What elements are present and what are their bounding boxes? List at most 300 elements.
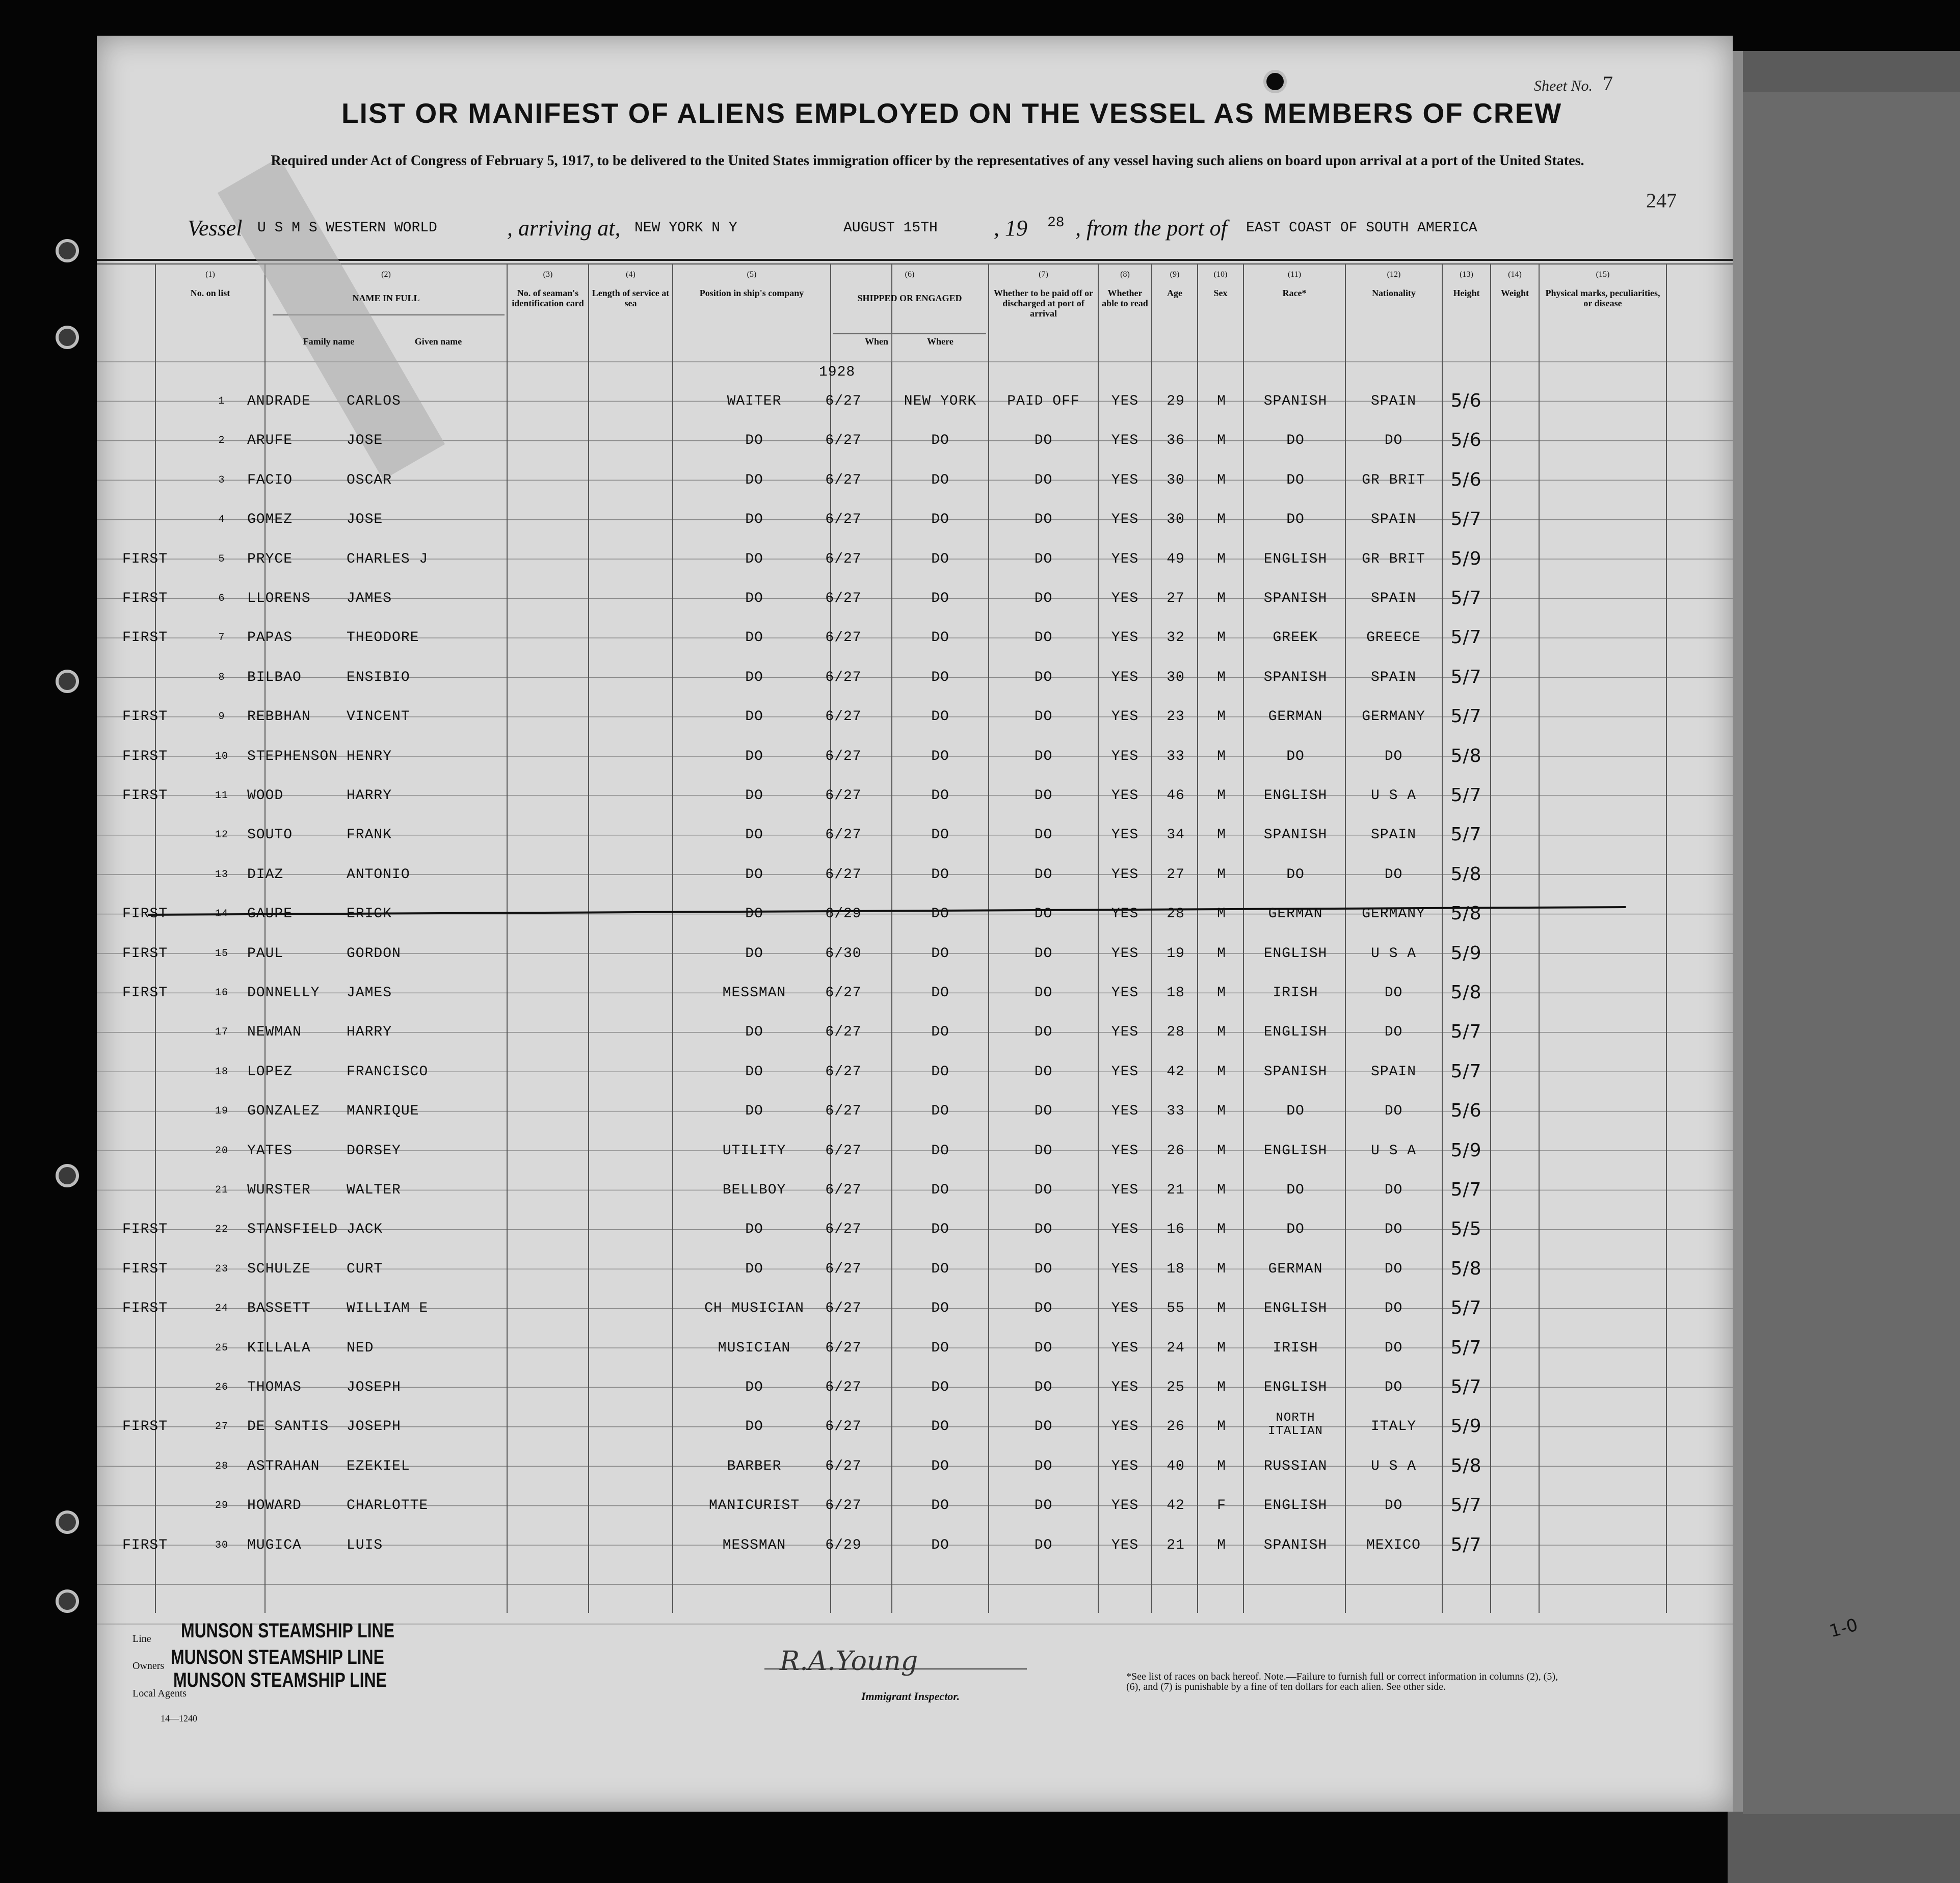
- cell-race: DO: [1286, 512, 1305, 528]
- cell-given: JACK: [347, 1222, 383, 1238]
- cell-no: 21: [215, 1184, 228, 1196]
- cell-sex: M: [1217, 985, 1226, 1001]
- cell-no: 8: [218, 671, 225, 683]
- cell-no: 26: [215, 1382, 228, 1393]
- cell-race: ENGLISH: [1263, 1143, 1328, 1159]
- cell-family: SOUTO: [247, 827, 293, 843]
- cell-paid: DO: [1034, 906, 1053, 922]
- cell-read: YES: [1111, 748, 1139, 764]
- cell-height: 5/7: [1450, 509, 1482, 530]
- cell-family: LOPEZ: [247, 1064, 293, 1080]
- cell-race: ENGLISH: [1263, 945, 1328, 962]
- column-header-c14: Weight: [1500, 288, 1529, 298]
- cell-mark: FIRST: [122, 551, 168, 567]
- cell-read: YES: [1111, 472, 1139, 488]
- column-header-c10: Sex: [1213, 288, 1228, 298]
- cell-age: 16: [1167, 1222, 1185, 1238]
- cell-read: YES: [1111, 1143, 1139, 1159]
- column-header-c13: Height: [1453, 288, 1480, 298]
- cell-family: PAPAS: [247, 630, 293, 646]
- cell-family: GONZALEZ: [247, 1103, 320, 1120]
- cell-age: 49: [1167, 551, 1185, 567]
- cell-when: 6/27: [825, 1103, 862, 1120]
- cell-nationality: DO: [1384, 433, 1403, 449]
- cell-when: 6/27: [825, 1301, 862, 1317]
- cell-nationality: DO: [1384, 866, 1403, 883]
- cell-given: FRANCISCO: [347, 1064, 429, 1080]
- year-prefix: , 19: [994, 216, 1027, 241]
- cell-read: YES: [1111, 945, 1139, 962]
- cell-position: MANICURIST: [708, 1498, 800, 1514]
- cell-family: REBBHAN: [247, 709, 311, 725]
- cell-sex: M: [1217, 472, 1226, 488]
- cell-height: 5/6: [1450, 430, 1482, 451]
- cell-age: 36: [1167, 433, 1185, 449]
- cell-when: 6/27: [825, 1340, 862, 1356]
- cell-when: 6/27: [825, 1222, 862, 1238]
- cell-family: MUGICA: [247, 1537, 302, 1553]
- cell-read: YES: [1111, 709, 1139, 725]
- cell-sex: M: [1217, 669, 1226, 685]
- cell-position: DO: [745, 551, 763, 567]
- cell-height: 5/9: [1450, 548, 1482, 569]
- cell-paid: DO: [1034, 1458, 1053, 1474]
- column-number: (8): [1120, 270, 1130, 279]
- cell-height: 5/7: [1450, 1376, 1482, 1397]
- cell-when: 6/30: [825, 945, 862, 962]
- cell-nationality: SPAIN: [1370, 591, 1416, 606]
- cell-read: YES: [1111, 1222, 1139, 1238]
- cell-race: ENGLISH: [1263, 1301, 1328, 1317]
- cell-read: YES: [1111, 393, 1139, 409]
- cell-given: JAMES: [347, 985, 392, 1001]
- cell-position: DO: [745, 788, 763, 804]
- sheet-number-label: Sheet No.: [1534, 77, 1593, 94]
- cell-no: 7: [218, 632, 225, 644]
- cell-race: DO: [1286, 866, 1305, 883]
- cell-where: DO: [931, 669, 949, 685]
- cell-family: WOOD: [247, 788, 284, 804]
- cell-where: DO: [931, 472, 949, 488]
- cell-position: DO: [745, 1103, 763, 1120]
- cell-race: GERMAN: [1268, 1261, 1323, 1277]
- cell-no: 27: [215, 1421, 228, 1433]
- cell-when: 6/27: [825, 1261, 862, 1277]
- cell-race: ENGLISH: [1263, 1380, 1328, 1395]
- column-number: (1): [205, 270, 215, 279]
- from-port-label: , from the port of: [1075, 216, 1227, 241]
- cell-sex: M: [1217, 1103, 1226, 1120]
- cell-nationality: SPAIN: [1370, 512, 1416, 528]
- cell-family: SCHULZE: [247, 1261, 311, 1277]
- cell-sex: M: [1217, 1419, 1226, 1435]
- year-note: 1928: [819, 364, 856, 380]
- cell-read: YES: [1111, 866, 1139, 883]
- cell-height: 5/8: [1450, 903, 1482, 924]
- cell-mark: FIRST: [122, 985, 168, 1001]
- cell-given: ANTONIO: [347, 866, 410, 883]
- binder-hole: [59, 1593, 76, 1610]
- cell-nationality: GR BRIT: [1362, 551, 1425, 567]
- cell-nationality: MEXICO: [1366, 1537, 1421, 1553]
- cell-when: 6/27: [825, 709, 862, 725]
- cell-sex: M: [1217, 630, 1226, 646]
- cell-race: DO: [1286, 472, 1305, 488]
- cell-sex: M: [1217, 945, 1226, 962]
- cell-given: CHARLES J: [347, 551, 429, 567]
- cell-mark: FIRST: [122, 945, 168, 962]
- cell-family: ANDRADE: [247, 393, 311, 409]
- manifest-sheet: [97, 36, 1733, 1812]
- cell-height: 5/7: [1450, 1297, 1482, 1319]
- cell-mark: FIRST: [122, 591, 168, 606]
- cell-when: 6/27: [825, 1024, 862, 1041]
- cell-read: YES: [1111, 1301, 1139, 1317]
- cell-sex: M: [1217, 1380, 1226, 1395]
- cell-where: DO: [931, 1419, 949, 1435]
- column-header-c12: Nationality: [1371, 288, 1416, 298]
- cell-where: DO: [931, 827, 949, 843]
- cell-paid: DO: [1034, 433, 1053, 449]
- cell-age: 55: [1167, 1301, 1185, 1317]
- column-number: (14): [1508, 270, 1522, 279]
- cell-given: VINCENT: [347, 709, 410, 725]
- cell-given: WALTER: [347, 1182, 401, 1198]
- cell-position: DO: [745, 433, 763, 449]
- owners-stamp: MUNSON STEAMSHIP LINE: [171, 1646, 384, 1668]
- cell-mark: FIRST: [122, 630, 168, 646]
- binder-hole: [59, 1167, 76, 1184]
- cell-age: 26: [1167, 1143, 1185, 1159]
- cell-sex: M: [1217, 906, 1226, 922]
- cell-read: YES: [1111, 433, 1139, 449]
- cell-position: DO: [745, 1419, 763, 1435]
- cell-height: 5/7: [1450, 627, 1482, 648]
- cell-paid: DO: [1034, 748, 1053, 764]
- cell-no: 30: [215, 1539, 228, 1551]
- cell-given: FRANK: [347, 827, 392, 843]
- cell-age: 27: [1167, 866, 1185, 883]
- cell-nationality: DO: [1384, 1024, 1403, 1041]
- cell-where: DO: [931, 1301, 949, 1317]
- cell-position: DO: [745, 669, 763, 685]
- cell-paid: DO: [1034, 1064, 1053, 1080]
- cell-height: 5/6: [1450, 1100, 1482, 1122]
- vessel-name: U S M S WESTERN WORLD: [257, 220, 437, 236]
- cell-read: YES: [1111, 630, 1139, 646]
- cell-where: DO: [931, 788, 949, 804]
- cell-nationality: SPAIN: [1370, 669, 1416, 685]
- cell-family: STEPHENSON: [247, 748, 338, 764]
- cell-race: SPANISH: [1263, 1537, 1328, 1553]
- cell-when: 6/27: [825, 591, 862, 606]
- cell-race: DO: [1286, 433, 1305, 449]
- column-header-c15: Physical marks, peculiarities, or disease: [1545, 288, 1660, 308]
- cell-race: ENGLISH: [1263, 1498, 1328, 1514]
- cell-no: 9: [218, 711, 225, 723]
- cell-position: UTILITY: [722, 1143, 786, 1159]
- cell-where: DO: [931, 748, 949, 764]
- cell-height: 5/7: [1450, 666, 1482, 687]
- cell-height: 5/7: [1450, 588, 1482, 608]
- cell-age: 34: [1167, 827, 1185, 843]
- cell-mark: FIRST: [122, 1261, 168, 1277]
- cell-race: GREEK: [1273, 630, 1318, 646]
- cell-age: 42: [1167, 1064, 1185, 1080]
- column-number: (15): [1596, 270, 1610, 279]
- cell-height: 5/7: [1450, 1179, 1482, 1200]
- given-name-header: Given name: [414, 336, 462, 347]
- cell-age: 30: [1167, 669, 1185, 685]
- cell-position: MESSMAN: [722, 985, 786, 1001]
- cell-age: 32: [1167, 630, 1185, 646]
- cell-read: YES: [1111, 1340, 1139, 1356]
- cell-sex: M: [1217, 1261, 1226, 1277]
- cell-paid: DO: [1034, 472, 1053, 488]
- cell-where: DO: [931, 1537, 949, 1553]
- inspector-label: Immigrant Inspector.: [861, 1690, 960, 1703]
- cell-given: HARRY: [347, 788, 392, 804]
- cell-age: 21: [1167, 1537, 1185, 1553]
- cell-nationality: DO: [1384, 1103, 1403, 1120]
- cell-sex: M: [1217, 1064, 1226, 1080]
- cell-given: JOSEPH: [347, 1419, 401, 1435]
- cell-where: DO: [931, 1143, 949, 1159]
- cell-position: DO: [745, 866, 763, 883]
- cell-age: 24: [1167, 1340, 1185, 1356]
- cell-when: 6/27: [825, 866, 862, 883]
- cell-mark: FIRST: [122, 748, 168, 764]
- cell-age: 30: [1167, 512, 1185, 528]
- form-number: 14—1240: [161, 1713, 197, 1723]
- cell-nationality: DO: [1384, 1340, 1403, 1356]
- cell-sex: M: [1217, 748, 1226, 764]
- cell-position: BARBER: [727, 1458, 782, 1474]
- cell-no: 6: [218, 593, 225, 604]
- cell-sex: M: [1217, 1458, 1226, 1474]
- cell-height: 5/5: [1450, 1218, 1482, 1240]
- cell-paid: DO: [1034, 827, 1053, 843]
- column-header-c4: Length of service at sea: [592, 288, 670, 308]
- cell-given: CARLOS: [347, 393, 401, 409]
- cell-age: 28: [1167, 1024, 1185, 1041]
- cell-read: YES: [1111, 1458, 1139, 1474]
- cell-age: 42: [1167, 1498, 1185, 1514]
- cell-mark: FIRST: [122, 906, 168, 922]
- cell-where: DO: [931, 433, 949, 449]
- cell-where: DO: [931, 1222, 949, 1238]
- cell-read: YES: [1111, 1261, 1139, 1277]
- cell-paid: DO: [1034, 512, 1053, 528]
- cell-no: 15: [215, 947, 228, 960]
- cell-nationality: U S A: [1370, 1143, 1416, 1159]
- cell-age: 25: [1167, 1380, 1185, 1395]
- cell-where: DO: [931, 1064, 949, 1080]
- cell-when: 6/27: [825, 433, 862, 449]
- cell-paid: DO: [1034, 945, 1053, 962]
- cell-position: MUSICIAN: [718, 1340, 791, 1356]
- cell-nationality: DO: [1384, 985, 1403, 1001]
- cell-race: ENGLISH: [1263, 1024, 1328, 1041]
- cell-given: DORSEY: [347, 1143, 401, 1159]
- cell-nationality: SPAIN: [1370, 393, 1416, 409]
- cell-sex: M: [1217, 1301, 1226, 1317]
- binder-hole: [59, 242, 76, 259]
- cell-age: 40: [1167, 1458, 1185, 1474]
- cell-no: 22: [215, 1224, 228, 1236]
- cell-where: DO: [931, 630, 949, 646]
- cell-paid: DO: [1034, 1182, 1053, 1198]
- cell-read: YES: [1111, 1537, 1139, 1553]
- cell-given: NED: [347, 1340, 374, 1356]
- cell-paid: DO: [1034, 866, 1053, 883]
- column-number: (13): [1460, 270, 1473, 279]
- cell-position: MESSMAN: [722, 1537, 786, 1553]
- cell-mark: FIRST: [122, 1222, 168, 1238]
- cell-given: ERICK: [347, 906, 392, 922]
- cell-when: 6/27: [825, 1380, 862, 1395]
- cell-paid: DO: [1034, 1537, 1053, 1553]
- cell-position: WAITER: [727, 393, 782, 409]
- cell-where: NEW YORK: [904, 393, 977, 409]
- cell-given: JAMES: [347, 591, 392, 606]
- cell-given: ENSIBIO: [347, 669, 410, 685]
- cell-family: PRYCE: [247, 551, 293, 567]
- cell-position: DO: [745, 1380, 763, 1395]
- cell-no: 23: [215, 1263, 228, 1275]
- cell-when: 6/27: [825, 472, 862, 488]
- cell-height: 5/8: [1450, 745, 1482, 766]
- cell-sex: M: [1217, 591, 1226, 606]
- cell-family: ARUFE: [247, 433, 293, 449]
- cell-age: 28: [1167, 906, 1185, 922]
- cell-height: 5/8: [1450, 982, 1482, 1003]
- cell-race: SPANISH: [1263, 393, 1328, 409]
- cell-position: DO: [745, 709, 763, 725]
- cell-where: DO: [931, 709, 949, 725]
- column-number: (5): [747, 270, 757, 279]
- column-header-c6: SHIPPED OR ENGAGED: [857, 293, 962, 303]
- cell-family: HOWARD: [247, 1498, 302, 1514]
- cell-height: 5/7: [1450, 1495, 1482, 1516]
- cell-paid: DO: [1034, 1261, 1053, 1277]
- cell-where: DO: [931, 512, 949, 528]
- cell-read: YES: [1111, 1419, 1139, 1435]
- cell-position: DO: [745, 945, 763, 962]
- cell-when: 6/27: [825, 827, 862, 843]
- cell-given: MANRIQUE: [347, 1103, 419, 1120]
- margin-note: 1-0: [1827, 1614, 1860, 1642]
- cell-sex: M: [1217, 866, 1226, 883]
- cell-given: WILLIAM E: [347, 1301, 429, 1317]
- cell-height: 5/6: [1450, 390, 1482, 411]
- cell-height: 5/7: [1450, 785, 1482, 806]
- cell-sex: M: [1217, 393, 1226, 409]
- cell-paid: DO: [1034, 709, 1053, 725]
- cell-sex: M: [1217, 788, 1226, 804]
- cell-age: 30: [1167, 472, 1185, 488]
- cell-no: 16: [215, 987, 228, 999]
- cell-race: IRISH: [1273, 985, 1318, 1001]
- cell-where: DO: [931, 591, 949, 606]
- cell-age: 29: [1167, 393, 1185, 409]
- column-number: (10): [1213, 270, 1228, 279]
- from-port: EAST COAST OF SOUTH AMERICA: [1246, 220, 1477, 236]
- cell-nationality: ITALY: [1370, 1419, 1416, 1435]
- cell-race: SPANISH: [1263, 1064, 1328, 1080]
- cell-no: 18: [215, 1066, 228, 1078]
- cell-sex: M: [1217, 1182, 1226, 1198]
- cell-when: 6/27: [825, 1458, 862, 1474]
- cell-nationality: DO: [1384, 1261, 1403, 1277]
- cell-given: JOSEPH: [347, 1380, 401, 1395]
- cell-mark: FIRST: [122, 788, 168, 804]
- cell-position: DO: [745, 630, 763, 646]
- cell-no: 5: [218, 553, 225, 565]
- where-header: Where: [927, 336, 953, 347]
- column-header-c7: Whether to be paid off or discharged at port of arrival: [993, 288, 1094, 319]
- cell-race: IRISH: [1273, 1340, 1318, 1356]
- cell-age: 23: [1167, 709, 1185, 725]
- cell-read: YES: [1111, 512, 1139, 528]
- cell-nationality: DO: [1384, 1301, 1403, 1317]
- cell-given: CURT: [347, 1261, 383, 1277]
- cell-position: DO: [745, 1261, 763, 1277]
- cell-age: 46: [1167, 788, 1185, 804]
- binder-hole: [59, 1514, 76, 1531]
- cell-read: YES: [1111, 827, 1139, 843]
- column-header-c1: No. on list: [190, 288, 230, 298]
- cell-family: PAUL: [247, 945, 284, 962]
- cell-sex: M: [1217, 551, 1226, 567]
- cell-height: 5/7: [1450, 824, 1482, 845]
- cell-nationality: DO: [1384, 1222, 1403, 1238]
- cell-where: DO: [931, 551, 949, 567]
- cell-no: 12: [215, 829, 228, 841]
- cell-sex: M: [1217, 512, 1226, 528]
- cell-race: SPANISH: [1263, 669, 1328, 685]
- cell-given: HARRY: [347, 1024, 392, 1041]
- cell-height: 5/7: [1450, 706, 1482, 727]
- cell-nationality: SPAIN: [1370, 827, 1416, 843]
- cell-family: DIAZ: [247, 866, 284, 883]
- cell-family: WURSTER: [247, 1182, 311, 1198]
- cell-when: 6/27: [825, 748, 862, 764]
- column-header-c2: NAME IN FULL: [352, 293, 420, 303]
- cell-no: 20: [215, 1145, 228, 1157]
- cell-no: 19: [215, 1105, 228, 1118]
- cell-given: JOSE: [347, 512, 383, 528]
- cell-position: DO: [745, 512, 763, 528]
- cell-family: YATES: [247, 1143, 293, 1159]
- page-title: LIST OR MANIFEST OF ALIENS EMPLOYED ON THE VESSEL AS MEMBERS OF CREW: [341, 97, 1562, 129]
- cell-paid: DO: [1034, 1143, 1053, 1159]
- cell-when: 6/27: [825, 630, 862, 646]
- cell-race: DO: [1286, 1222, 1305, 1238]
- cell-paid: DO: [1034, 669, 1053, 685]
- cell-race: SPANISH: [1263, 591, 1328, 606]
- cell-race: DO: [1286, 1103, 1305, 1120]
- cell-height: 5/9: [1450, 1139, 1482, 1161]
- cell-given: GORDON: [347, 945, 401, 962]
- cell-read: YES: [1111, 551, 1139, 567]
- cell-sex: M: [1217, 1340, 1226, 1356]
- cell-height: 5/7: [1450, 1534, 1482, 1555]
- cell-when: 6/27: [825, 1419, 862, 1435]
- cell-race: SPANISH: [1263, 827, 1328, 843]
- cell-family: NEWMAN: [247, 1024, 302, 1041]
- cell-when: 6/29: [825, 1537, 862, 1553]
